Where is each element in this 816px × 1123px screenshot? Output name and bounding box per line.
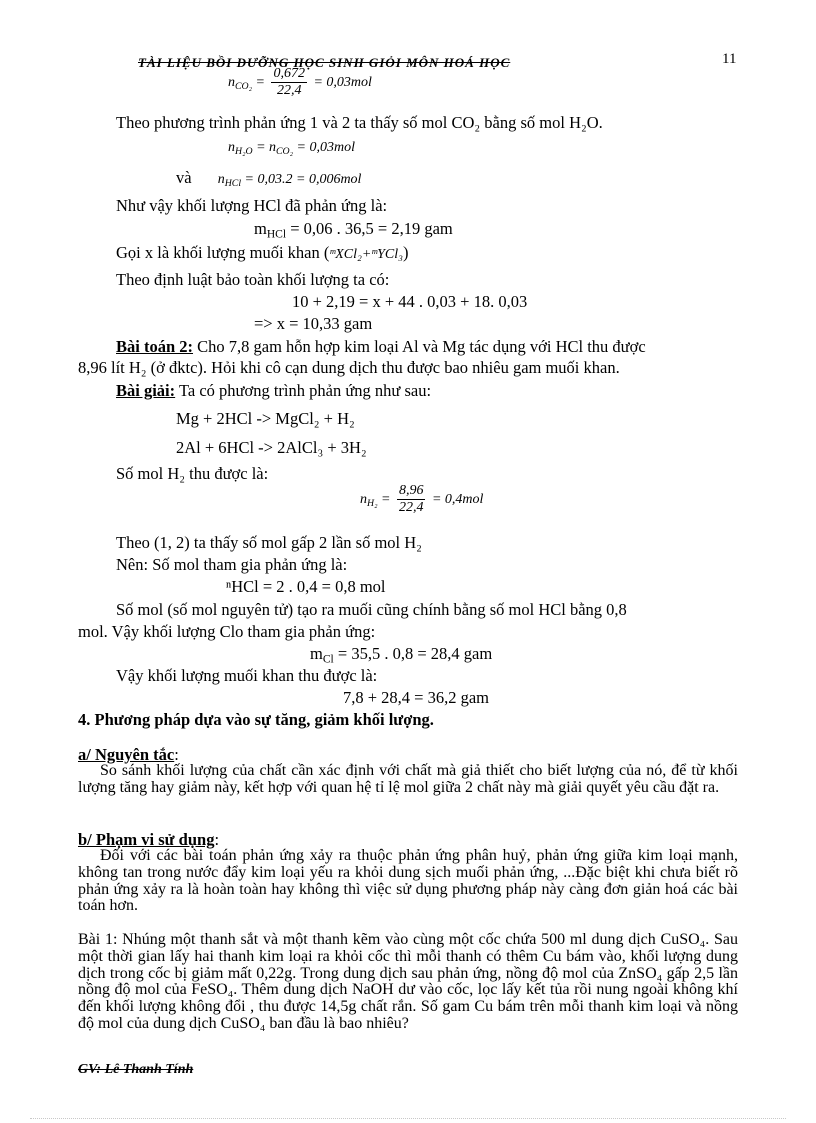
bai-toan-2: Bài toán 2: Cho 7,8 gam hỗn hợp kim loại Al và Mg tác dụng với HCl thu được <box>116 337 646 356</box>
nen: Nên: Số mol tham gia phản ứng là: <box>116 555 348 574</box>
section-4-heading: 4. Phương pháp dựa vào sự tăng, giảm khối lượng. <box>78 710 434 729</box>
so-mol-h2-label: Số mol H₂ thu được là: <box>116 464 269 483</box>
eq-nh2o: $n_{H_2O} = n_{CO_2} = 0,03mol$ <box>228 140 355 157</box>
theo-12: Theo (1, 2) ta thấy số mol gấp 2 lần số mol H₂ <box>116 533 422 552</box>
dinh-luat: Theo định luật bảo toàn khối lượng ta có: <box>116 270 390 289</box>
mcl-calc: $m_{Cl} = 35,5$ . 0,8 = 28,4 gam <box>310 644 493 666</box>
b-heading: b/ Phạm vi sử dụng: <box>78 830 220 849</box>
footer-author: GV: Lê Thanh Tính <box>78 1062 194 1077</box>
reaction-1: Mg + 2HCl -> MgCl₂ + H₂ <box>176 409 355 428</box>
khoi-luong-hcl-calc: $m_{HCl} = 0,06$ . 36,5 = 2,19 gam <box>254 219 453 241</box>
so-mol-text2: mol. Vậy khối lượng Clo tham gia phản ứng: <box>78 622 376 641</box>
bai-toan-2-cont: 8,96 lít H₂ (ở đktc). Hỏi khi cô cạn dung dịch thu được bao nhiêu gam muối khan. <box>78 358 620 377</box>
vay-khoi-luong: Vậy khối lượng muối khan thu được là: <box>116 666 378 685</box>
eq-nh2: $n_{H_2}$ = $\frac{8,96}{22,4}$ = 0,4mol <box>360 483 484 516</box>
khoi-luong-hcl-label: Như vậy khối lượng HCl đã phản ứng là: <box>116 196 388 215</box>
header-title: TÀI LIỆU BỒI DƯỠNG HỌC SINH GIỎI MÔN HOÁ HỌC <box>138 55 511 70</box>
theo-pt-1: Theo phương trình phản ứng 1 và 2 ta thấy số mol CO₂ bằng số mol H₂O. <box>116 113 603 132</box>
tong: 7,8 + 28,4 = 36,2 gam <box>343 688 490 707</box>
fraction-nh2: $\frac{8,96}{22,4}$ <box>398 483 424 516</box>
dinh-luat-result: => x = 10,33 gam <box>254 314 373 333</box>
fraction-nco2: $\frac{0,672}{22,4}$ <box>273 66 305 99</box>
nhcl-calc: ⁿHCl = 2 . 0,4 = 0,8 mol <box>226 577 386 596</box>
a-text: So sánh khối lượng của chất cần xác định với chất mà giả thiết cho biết lượng của nó, để từ khối lượng tăng hay giảm này, kết hợp với quan hệ tỉ lệ mol giữa 2 chất này mà giải quyết yêu cầu đặt ra. <box>78 762 738 796</box>
page-divider <box>30 1118 786 1119</box>
eq-nco2: $n_{CO_2}$ = $\frac{0,672}{22,4}$ = 0,03mol <box>228 66 372 99</box>
so-mol-text1: Số mol (số mol nguyên tử) tạo ra muối cũng chính bằng số mol HCl bằng 0,8 <box>116 600 627 619</box>
b-text: Đối với các bài toán phản ứng xảy ra thuộc phản ứng phân huỷ, phản ứng giữa kim loại mạnh, không tan trong nước đẩy kim loại yếu ra khỏi dung sịch muối phản ứng, ...Đặc biệt khi chưa biết rõ phản ứng xảy ra là hoàn toàn hay không thì việc sử dụng phương pháp này càng đơn giản hoá các bài toán hơn. <box>78 847 738 915</box>
a-heading: a/ Nguyên tắc: <box>78 745 179 764</box>
reaction-2: 2Al + 6HCl -> 2AlCl₃ + 3H₂ <box>176 438 367 457</box>
page-number: 11 <box>722 51 737 67</box>
bai-1: Bài 1: Nhúng một thanh sắt và một thanh kẽm vào cùng một cốc chứa 500 ml dung dịch CuSO₄. Sau một thời gian lấy hai thanh kim loại ra khỏi cốc thì mỗi thanh có thêm Cu bám vào, khối lượng dung dịch trong cốc bị giảm mất 0,22g. Trong dung dịch sau phản ứng, nồng độ mol của ZnSO₄ gấp 2,5 lần nồng độ mol của FeSO₄. Thêm dung dịch NaOH dư vào cốc, lọc lấy kết tủa rồi nung ngoài không khí đến khối lượng không đổi , thu được 14,5g chất rắn. Số gam Cu bám trên mỗi thanh kim loại và nồng độ mol của dung dịch CuSO₄ ban đầu là bao nhiêu? <box>78 931 738 1032</box>
goi-x: Gọi x là khối lượng muối khan (ᵐXCl₂+ᵐYCl₃) <box>116 243 409 262</box>
bai-giai: Bài giải: Ta có phương trình phản ứng như sau: <box>116 381 432 400</box>
eq-nhcl: và $n_{HCl} = 0,03.2 = 0,006mol$ <box>176 168 362 189</box>
dinh-luat-eq: 10 + 2,19 = x + 44 . 0,03 + 18. 0,03 <box>292 292 528 311</box>
